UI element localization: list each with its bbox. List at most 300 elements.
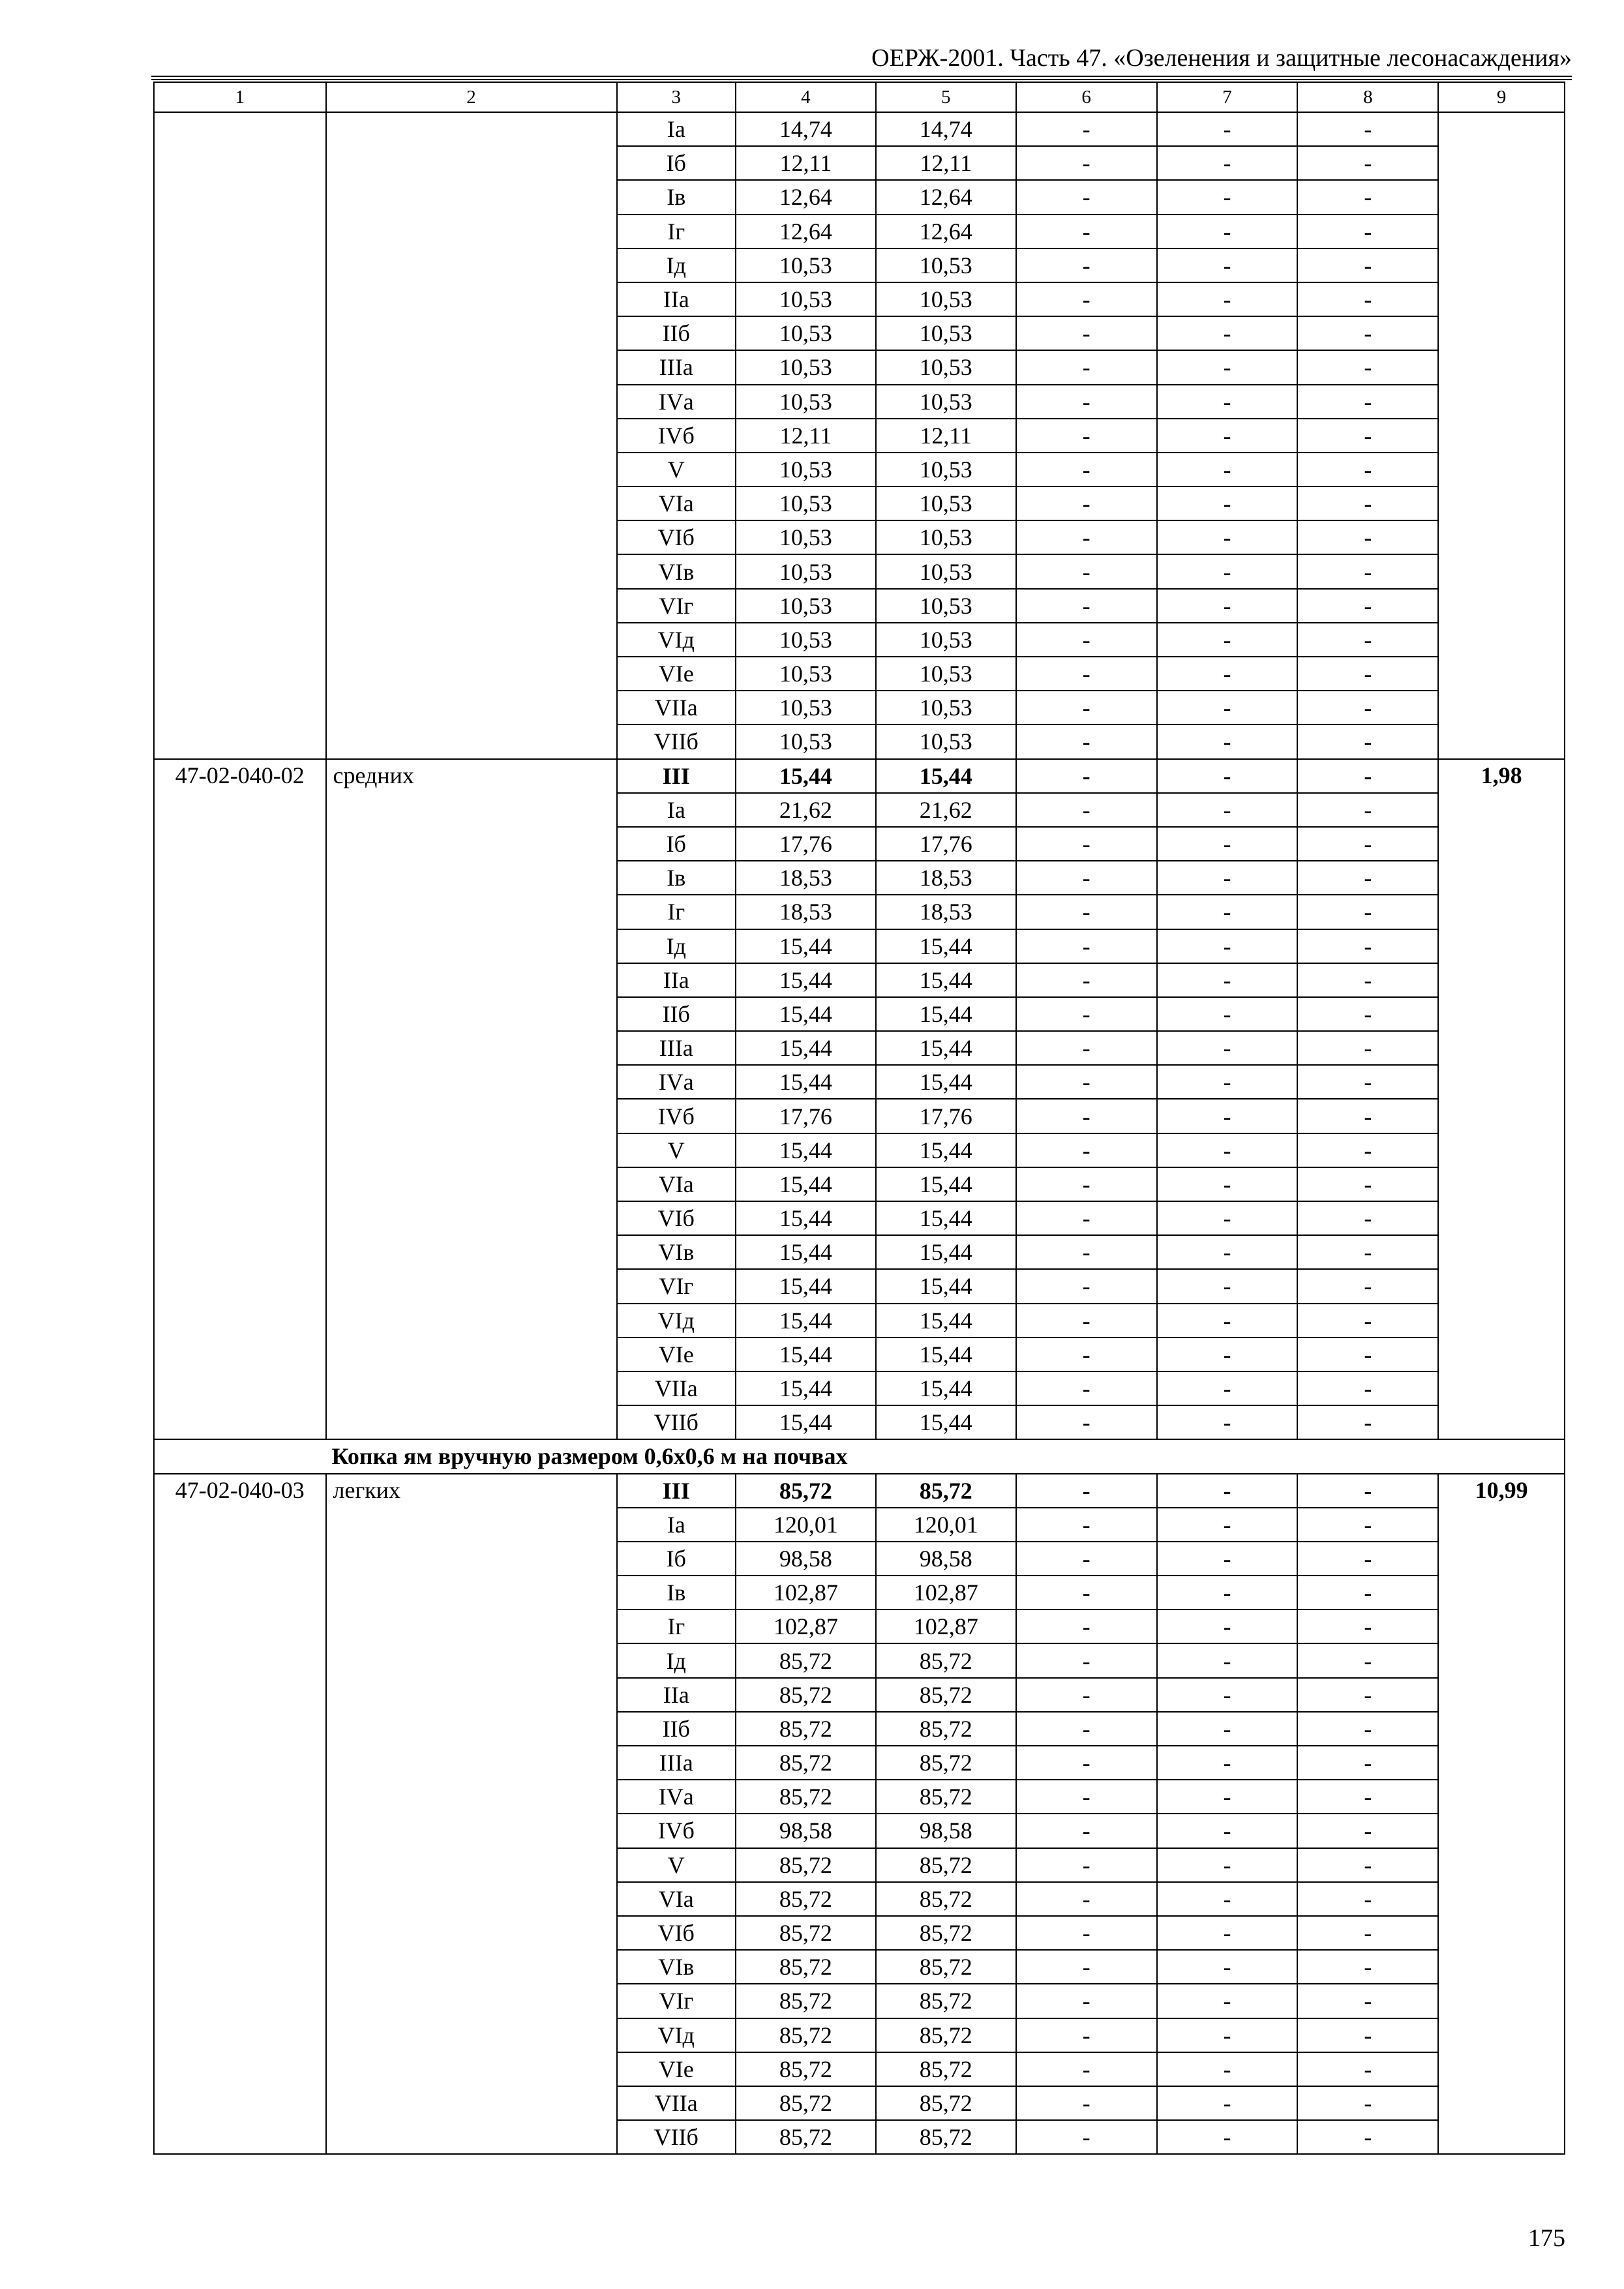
value-col4: 85,72: [736, 1848, 876, 1882]
value-col4: 15,44: [736, 1065, 876, 1099]
zone-cell: VIIа: [617, 1371, 736, 1405]
value-col5: 85,72: [876, 2052, 1016, 2086]
value-col4: 10,53: [736, 316, 876, 350]
section-lead-cell: [154, 1439, 326, 1473]
value-col6: -: [1016, 1609, 1157, 1643]
zone-cell: IIа: [617, 1678, 736, 1712]
zone-cell: VIг: [617, 1269, 736, 1303]
value-col6: -: [1016, 2052, 1157, 2086]
value-col6: -: [1016, 2086, 1157, 2120]
column-number: 9: [1438, 82, 1565, 112]
value-col5: 14,74: [876, 112, 1016, 146]
value-col6: -: [1016, 520, 1157, 554]
header-rule-bottom: [151, 79, 1572, 80]
value-col7: -: [1157, 997, 1298, 1031]
value-col4: 18,53: [736, 861, 876, 895]
value-col4: 85,72: [736, 1984, 876, 2018]
value-col7: -: [1157, 520, 1298, 554]
value-col5: 10,53: [876, 282, 1016, 316]
value-col4: 15,44: [736, 997, 876, 1031]
value-col5: 12,11: [876, 146, 1016, 180]
value-col6: -: [1016, 997, 1157, 1031]
value-col4: 15,44: [736, 1201, 876, 1235]
value-col8: -: [1297, 146, 1438, 180]
value-col5: 85,72: [876, 1780, 1016, 1814]
value-col7: -: [1157, 1508, 1298, 1542]
value-col6: -: [1016, 385, 1157, 419]
value-col8: -: [1297, 1916, 1438, 1950]
value-col7: -: [1157, 827, 1298, 861]
value-col8: -: [1297, 1304, 1438, 1338]
zone-cell: IIа: [617, 282, 736, 316]
value-col4: 10,53: [736, 453, 876, 486]
section-title: Копка ям вручную размером 0,6х0,6 м на почвах: [326, 1439, 1565, 1473]
value-col6: -: [1016, 146, 1157, 180]
value-col5: 10,53: [876, 385, 1016, 419]
value-col8: -: [1297, 248, 1438, 282]
zone-cell: III: [617, 1474, 736, 1508]
value-col6: -: [1016, 1371, 1157, 1405]
value-col5: 15,44: [876, 1405, 1016, 1439]
value-col6: -: [1016, 316, 1157, 350]
zone-cell: Iв: [617, 180, 736, 214]
value-col5: 85,72: [876, 1746, 1016, 1780]
column-number: 7: [1157, 82, 1298, 112]
value-col8: -: [1297, 1099, 1438, 1133]
table-row: [154, 112, 1565, 146]
value-col6: -: [1016, 1848, 1157, 1882]
value-col4: 85,72: [736, 1678, 876, 1712]
column-number: 3: [617, 82, 736, 112]
zone-cell: VIв: [617, 1235, 736, 1269]
value-col7: -: [1157, 248, 1298, 282]
value-col7: -: [1157, 759, 1298, 793]
value-col5: 12,64: [876, 180, 1016, 214]
zone-cell: IVб: [617, 1099, 736, 1133]
zone-cell: V: [617, 453, 736, 486]
value-col4: 85,72: [736, 1780, 876, 1814]
value-col4: 10,53: [736, 725, 876, 758]
value-col4: 15,44: [736, 1235, 876, 1269]
value-col7: -: [1157, 1269, 1298, 1303]
column-number-row: [154, 82, 1565, 112]
value-col8: -: [1297, 385, 1438, 419]
value-col7: -: [1157, 2086, 1298, 2120]
value-col5: 12,11: [876, 419, 1016, 453]
zone-cell: IVа: [617, 1065, 736, 1099]
value-col6: -: [1016, 1405, 1157, 1439]
value-col8: -: [1297, 997, 1438, 1031]
value-col7: -: [1157, 316, 1298, 350]
value-col9: 10,99: [1438, 1474, 1565, 2155]
value-col6: -: [1016, 1984, 1157, 2018]
value-col8: -: [1297, 316, 1438, 350]
value-col7: -: [1157, 1609, 1298, 1643]
section-title-row: [154, 1439, 1565, 1473]
value-col8: -: [1297, 1848, 1438, 1882]
zone-cell: VIг: [617, 1984, 736, 2018]
value-col8: -: [1297, 589, 1438, 623]
value-col6: -: [1016, 1950, 1157, 1984]
zone-cell: IIIа: [617, 350, 736, 384]
value-col6: -: [1016, 1780, 1157, 1814]
value-col4: 85,72: [736, 2018, 876, 2052]
value-col8: -: [1297, 1576, 1438, 1609]
value-col5: 85,72: [876, 1678, 1016, 1712]
zone-cell: Iб: [617, 146, 736, 180]
value-col4: 85,72: [736, 1712, 876, 1746]
zone-cell: Iб: [617, 827, 736, 861]
value-col5: 18,53: [876, 861, 1016, 895]
value-col7: -: [1157, 589, 1298, 623]
value-col4: 15,44: [736, 929, 876, 963]
value-col7: -: [1157, 963, 1298, 997]
value-col6: -: [1016, 793, 1157, 827]
value-col6: -: [1016, 1133, 1157, 1167]
value-col7: -: [1157, 453, 1298, 486]
value-col6: -: [1016, 1099, 1157, 1133]
value-col6: -: [1016, 554, 1157, 588]
value-col4: 10,53: [736, 520, 876, 554]
value-col5: 102,87: [876, 1609, 1016, 1643]
value-col4: 12,11: [736, 419, 876, 453]
column-number: 6: [1016, 82, 1157, 112]
zone-cell: Iг: [617, 1609, 736, 1643]
value-col4: 85,72: [736, 1882, 876, 1916]
value-col6: -: [1016, 215, 1157, 248]
value-col7: -: [1157, 793, 1298, 827]
value-col9: 1,98: [1438, 759, 1565, 1440]
value-col4: 15,44: [736, 1304, 876, 1338]
value-col7: -: [1157, 1984, 1298, 2018]
value-col5: 10,53: [876, 623, 1016, 657]
value-col8: -: [1297, 282, 1438, 316]
zone-cell: V: [617, 1133, 736, 1167]
zone-cell: VIIа: [617, 691, 736, 725]
zone-cell: VIIа: [617, 2086, 736, 2120]
value-col7: -: [1157, 1133, 1298, 1167]
value-col4: 12,11: [736, 146, 876, 180]
value-col6: -: [1016, 1678, 1157, 1712]
value-col4: 15,44: [736, 1338, 876, 1371]
value-col6: -: [1016, 1201, 1157, 1235]
value-col5: 17,76: [876, 827, 1016, 861]
value-col7: -: [1157, 1780, 1298, 1814]
value-col8: -: [1297, 1133, 1438, 1167]
value-col7: -: [1157, 215, 1298, 248]
zone-cell: VIа: [617, 1167, 736, 1201]
zone-cell: IIб: [617, 997, 736, 1031]
value-col8: -: [1297, 1984, 1438, 2018]
zone-cell: Iг: [617, 215, 736, 248]
value-col7: -: [1157, 350, 1298, 384]
value-col5: 10,53: [876, 453, 1016, 486]
value-col4: 17,76: [736, 827, 876, 861]
value-col6: -: [1016, 1304, 1157, 1338]
item-name: средних: [326, 759, 617, 1440]
value-col6: -: [1016, 486, 1157, 520]
value-col8: -: [1297, 1712, 1438, 1746]
value-col8: -: [1297, 112, 1438, 146]
value-col8: -: [1297, 895, 1438, 929]
value-col8: -: [1297, 520, 1438, 554]
value-col4: 85,72: [736, 2120, 876, 2154]
value-col8: -: [1297, 1405, 1438, 1439]
value-col7: -: [1157, 1405, 1298, 1439]
value-col6: -: [1016, 657, 1157, 691]
value-col6: -: [1016, 1474, 1157, 1508]
value-col7: -: [1157, 180, 1298, 214]
header-rule-top: [151, 76, 1572, 77]
item-name: [326, 112, 617, 759]
value-col7: -: [1157, 657, 1298, 691]
value-col4: 10,53: [736, 589, 876, 623]
column-number: 1: [154, 82, 326, 112]
value-col6: -: [1016, 112, 1157, 146]
value-col4: 17,76: [736, 1099, 876, 1133]
value-col8: -: [1297, 554, 1438, 588]
value-col4: 10,53: [736, 350, 876, 384]
value-col6: -: [1016, 1542, 1157, 1576]
value-col4: 10,53: [736, 691, 876, 725]
value-col8: -: [1297, 1235, 1438, 1269]
column-number: 8: [1297, 82, 1438, 112]
zone-cell: VIIб: [617, 1405, 736, 1439]
value-col4: 15,44: [736, 1133, 876, 1167]
value-col5: 85,72: [876, 1474, 1016, 1508]
value-col8: -: [1297, 793, 1438, 827]
value-col6: -: [1016, 1338, 1157, 1371]
value-col8: -: [1297, 1201, 1438, 1235]
value-col7: -: [1157, 1814, 1298, 1848]
value-col4: 98,58: [736, 1542, 876, 1576]
value-col6: -: [1016, 419, 1157, 453]
value-col6: -: [1016, 1746, 1157, 1780]
value-col7: -: [1157, 623, 1298, 657]
value-col8: -: [1297, 1814, 1438, 1848]
value-col4: 85,72: [736, 1950, 876, 1984]
value-col4: 85,72: [736, 2052, 876, 2086]
value-col5: 10,53: [876, 725, 1016, 758]
value-col8: -: [1297, 725, 1438, 758]
value-col7: -: [1157, 1950, 1298, 1984]
value-col8: -: [1297, 2018, 1438, 2052]
value-col4: 15,44: [736, 1269, 876, 1303]
value-col6: -: [1016, 1712, 1157, 1746]
value-col7: -: [1157, 554, 1298, 588]
value-col8: -: [1297, 2086, 1438, 2120]
value-col6: -: [1016, 180, 1157, 214]
value-col8: -: [1297, 215, 1438, 248]
value-col8: -: [1297, 1065, 1438, 1099]
zone-cell: Iд: [617, 1643, 736, 1677]
value-col4: 15,44: [736, 1167, 876, 1201]
zone-cell: VIб: [617, 1201, 736, 1235]
value-col7: -: [1157, 2018, 1298, 2052]
value-col6: -: [1016, 1916, 1157, 1950]
value-col6: -: [1016, 759, 1157, 793]
value-col5: 15,44: [876, 1201, 1016, 1235]
value-col7: -: [1157, 1235, 1298, 1269]
zone-cell: VIд: [617, 1304, 736, 1338]
value-col5: 10,53: [876, 350, 1016, 384]
value-col4: 98,58: [736, 1814, 876, 1848]
zone-cell: VIб: [617, 1916, 736, 1950]
value-col6: -: [1016, 1269, 1157, 1303]
value-col8: -: [1297, 1474, 1438, 1508]
value-col5: 85,72: [876, 1848, 1016, 1882]
value-col7: -: [1157, 2120, 1298, 2154]
value-col5: 15,44: [876, 963, 1016, 997]
value-col4: 12,64: [736, 180, 876, 214]
zone-cell: VIв: [617, 554, 736, 588]
value-col8: -: [1297, 929, 1438, 963]
zone-cell: VIе: [617, 2052, 736, 2086]
page-number: 175: [1528, 2224, 1565, 2252]
value-col6: -: [1016, 1065, 1157, 1099]
value-col7: -: [1157, 1542, 1298, 1576]
value-col5: 18,53: [876, 895, 1016, 929]
zone-cell: VIе: [617, 1338, 736, 1371]
value-col4: 102,87: [736, 1609, 876, 1643]
zone-cell: III: [617, 759, 736, 793]
value-col6: -: [1016, 963, 1157, 997]
value-col8: -: [1297, 1269, 1438, 1303]
zone-cell: Iд: [617, 929, 736, 963]
value-col8: -: [1297, 1746, 1438, 1780]
value-col8: -: [1297, 1643, 1438, 1677]
zone-cell: Iд: [617, 248, 736, 282]
value-col8: -: [1297, 1542, 1438, 1576]
value-col8: -: [1297, 759, 1438, 793]
value-col5: 15,44: [876, 929, 1016, 963]
value-col7: -: [1157, 385, 1298, 419]
value-col4: 10,53: [736, 385, 876, 419]
value-col8: -: [1297, 1167, 1438, 1201]
value-col5: 85,72: [876, 2018, 1016, 2052]
value-col8: -: [1297, 2120, 1438, 2154]
value-col4: 102,87: [736, 1576, 876, 1609]
value-col4: 85,72: [736, 2086, 876, 2120]
value-col4: 10,53: [736, 282, 876, 316]
value-col8: -: [1297, 1780, 1438, 1814]
value-col6: -: [1016, 1235, 1157, 1269]
value-col5: 10,53: [876, 554, 1016, 588]
value-col5: 17,76: [876, 1099, 1016, 1133]
value-col4: 10,53: [736, 657, 876, 691]
value-col4: 10,53: [736, 486, 876, 520]
value-col5: 15,44: [876, 1304, 1016, 1338]
value-col7: -: [1157, 1643, 1298, 1677]
value-col6: -: [1016, 2120, 1157, 2154]
value-col7: -: [1157, 1576, 1298, 1609]
value-col6: -: [1016, 350, 1157, 384]
value-col7: -: [1157, 1371, 1298, 1405]
value-col5: 15,44: [876, 1235, 1016, 1269]
value-col5: 10,53: [876, 316, 1016, 350]
value-col6: -: [1016, 1576, 1157, 1609]
zone-cell: VIв: [617, 1950, 736, 1984]
value-col7: -: [1157, 929, 1298, 963]
zone-cell: IIа: [617, 963, 736, 997]
value-col5: 85,72: [876, 1712, 1016, 1746]
value-col5: 85,72: [876, 1643, 1016, 1677]
value-col4: 18,53: [736, 895, 876, 929]
item-code: [154, 112, 326, 759]
value-col6: -: [1016, 1814, 1157, 1848]
zone-cell: VIб: [617, 520, 736, 554]
value-col8: -: [1297, 963, 1438, 997]
value-col7: -: [1157, 725, 1298, 758]
value-col5: 10,53: [876, 589, 1016, 623]
zone-cell: IIб: [617, 1712, 736, 1746]
value-col4: 15,44: [736, 759, 876, 793]
value-col6: -: [1016, 1508, 1157, 1542]
table-row: [154, 1474, 1565, 1508]
item-code: 47-02-040-02: [154, 759, 326, 1440]
zone-cell: VIг: [617, 589, 736, 623]
column-number: 5: [876, 82, 1016, 112]
value-col9: [1438, 112, 1565, 759]
value-col7: -: [1157, 1848, 1298, 1882]
value-col6: -: [1016, 929, 1157, 963]
value-col8: -: [1297, 861, 1438, 895]
value-col8: -: [1297, 1508, 1438, 1542]
value-col8: -: [1297, 1882, 1438, 1916]
value-col8: -: [1297, 1950, 1438, 1984]
value-col5: 102,87: [876, 1576, 1016, 1609]
value-col6: -: [1016, 1031, 1157, 1065]
value-col8: -: [1297, 691, 1438, 725]
value-col5: 15,44: [876, 1371, 1016, 1405]
value-col8: -: [1297, 1609, 1438, 1643]
value-col6: -: [1016, 725, 1157, 758]
value-col5: 120,01: [876, 1508, 1016, 1542]
value-col4: 10,53: [736, 554, 876, 588]
value-col8: -: [1297, 350, 1438, 384]
value-col5: 85,72: [876, 1950, 1016, 1984]
value-col8: -: [1297, 486, 1438, 520]
value-col4: 10,53: [736, 623, 876, 657]
value-col5: 10,53: [876, 520, 1016, 554]
value-col5: 15,44: [876, 997, 1016, 1031]
zone-cell: VIд: [617, 2018, 736, 2052]
value-col8: -: [1297, 827, 1438, 861]
value-col4: 21,62: [736, 793, 876, 827]
value-col7: -: [1157, 1167, 1298, 1201]
value-col7: -: [1157, 1201, 1298, 1235]
value-col4: 85,72: [736, 1746, 876, 1780]
value-col7: -: [1157, 1712, 1298, 1746]
value-col5: 98,58: [876, 1814, 1016, 1848]
zone-cell: Iа: [617, 112, 736, 146]
value-col5: 10,53: [876, 486, 1016, 520]
value-col7: -: [1157, 486, 1298, 520]
zone-cell: VIд: [617, 623, 736, 657]
value-col7: -: [1157, 1916, 1298, 1950]
value-col7: -: [1157, 419, 1298, 453]
value-col7: -: [1157, 1746, 1298, 1780]
value-col4: 15,44: [736, 963, 876, 997]
zone-cell: IIIа: [617, 1746, 736, 1780]
value-col6: -: [1016, 589, 1157, 623]
zone-cell: Iб: [617, 1542, 736, 1576]
value-col6: -: [1016, 248, 1157, 282]
value-col5: 10,53: [876, 691, 1016, 725]
item-name: легких: [326, 1474, 617, 2155]
rates-table: [153, 82, 1565, 2155]
value-col4: 14,74: [736, 112, 876, 146]
